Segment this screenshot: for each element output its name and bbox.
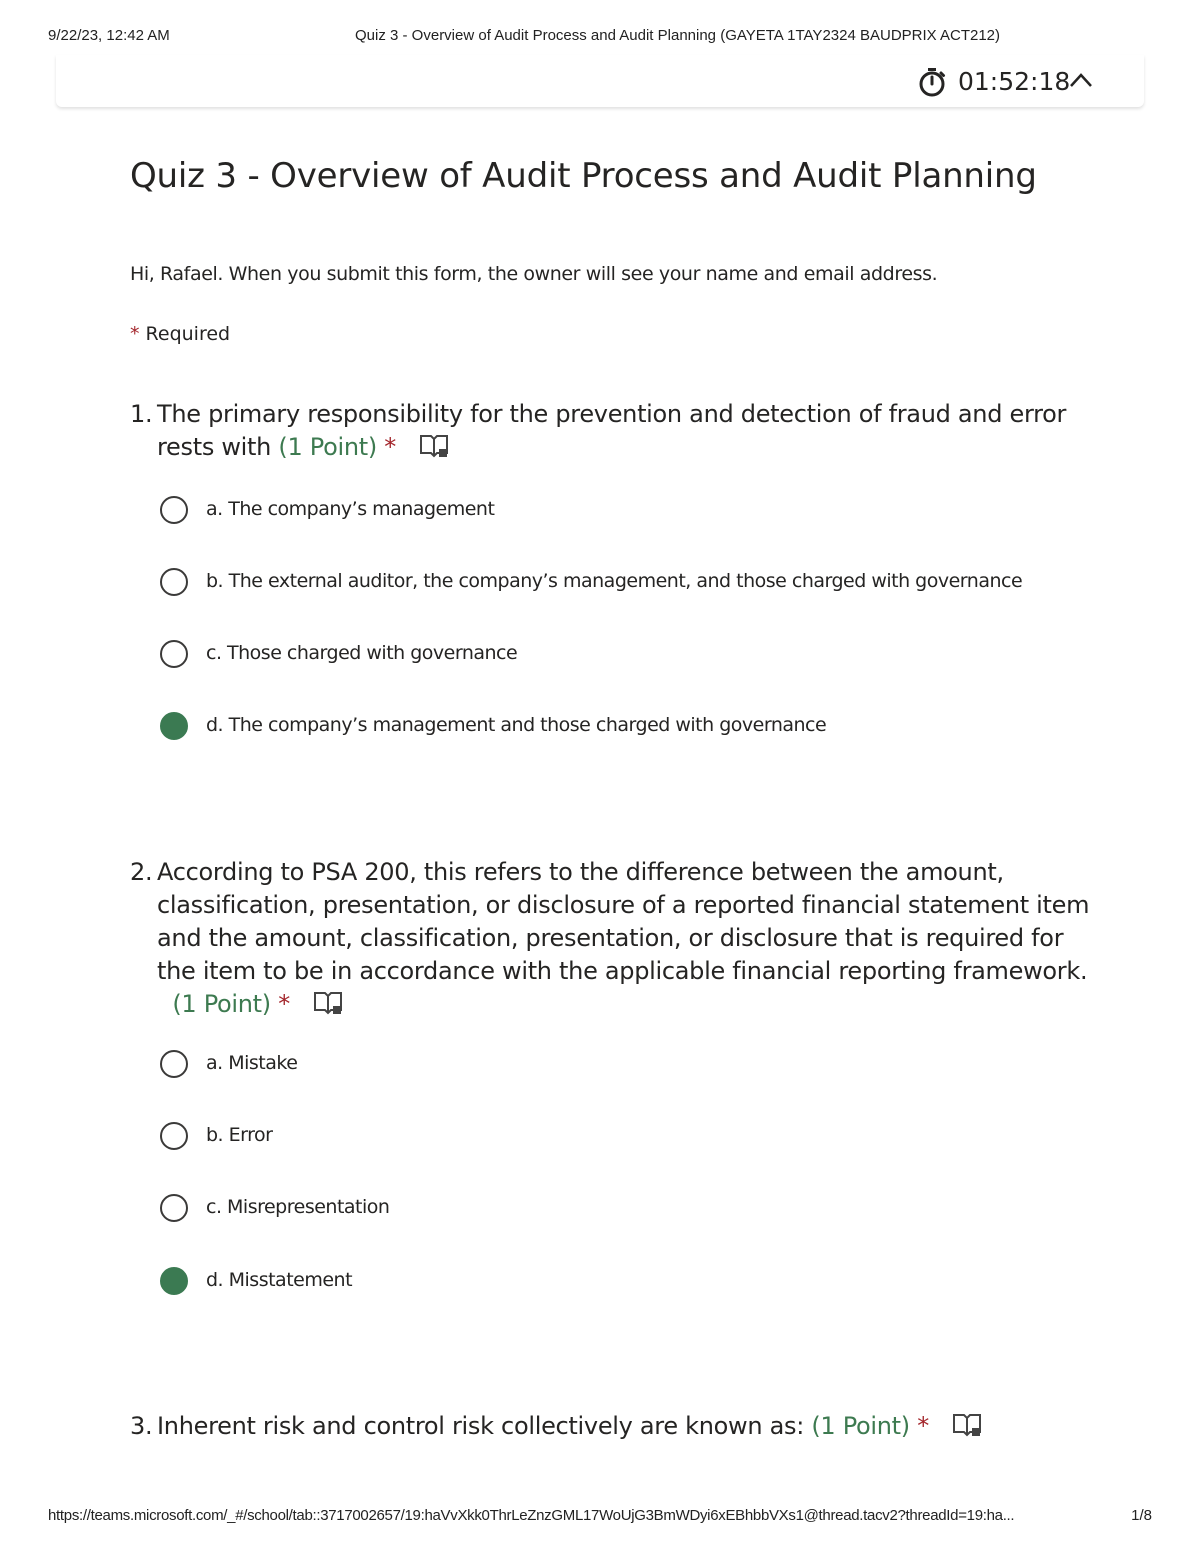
required-star: * xyxy=(384,433,396,461)
radio-button[interactable] xyxy=(160,568,188,596)
option-label: b. The external auditor, the company’s management, and those charged with governance xyxy=(206,570,1023,592)
question-prompt: Inherent risk and control risk collectively are known as: xyxy=(157,1412,804,1440)
chevron-up-icon[interactable] xyxy=(1068,69,1094,91)
option-label: b. Error xyxy=(206,1124,273,1146)
question-points: (1 Point) xyxy=(811,1412,910,1440)
question-3 xyxy=(130,1410,1090,1443)
timer-bar xyxy=(56,55,1144,107)
page-number: 1/8 xyxy=(1131,1507,1152,1524)
option-label: c. Misrepresentation xyxy=(206,1196,390,1218)
required-note xyxy=(130,323,230,345)
question-text xyxy=(130,398,1090,464)
question-text xyxy=(130,856,1090,1021)
immersive-reader-icon[interactable] xyxy=(313,990,343,1016)
required-star: * xyxy=(917,1412,929,1440)
radio-button[interactable] xyxy=(160,496,188,524)
stopwatch-icon xyxy=(918,67,946,97)
timer-value: 01:52:18 xyxy=(958,67,1071,96)
question-1 xyxy=(130,398,1090,464)
form-title: Quiz 3 - Overview of Audit Process and Audit Planning xyxy=(130,156,1037,196)
question-prompt: According to PSA 200, this refers to the difference between the amount, classification, presentation, or disclosure of a reported financial statement item and the amount, classification, presentation, or disclosure that is required for the item to be in accordance with the applicable financial reporting framework. xyxy=(157,858,1090,985)
option-label: d. Misstatement xyxy=(206,1269,353,1291)
option-label: a. The company’s management xyxy=(206,498,495,520)
required-star: * xyxy=(130,323,140,345)
radio-button[interactable] xyxy=(160,640,188,668)
greeting-text: Hi, Rafael. When you submit this form, the owner will see your name and email address. xyxy=(130,263,938,285)
question-number: 2. xyxy=(130,858,153,886)
question-points: (1 Point) xyxy=(172,990,271,1018)
print-page-title: Quiz 3 - Overview of Audit Process and Audit Planning (GAYETA 1TAY2324 BAUDPRIX ACT212) xyxy=(355,27,1001,44)
option-label: a. Mistake xyxy=(206,1052,298,1074)
radio-button[interactable] xyxy=(160,1050,188,1078)
question-points: (1 Point) xyxy=(278,433,377,461)
required-label: Required xyxy=(145,323,231,345)
print-date: 9/22/23, 12:42 AM xyxy=(48,27,170,44)
option-label: d. The company’s management and those charged with governance xyxy=(206,714,827,736)
immersive-reader-icon[interactable] xyxy=(952,1412,982,1438)
immersive-reader-icon[interactable] xyxy=(419,433,449,459)
option-label: c. Those charged with governance xyxy=(206,642,518,664)
print-header xyxy=(48,27,1152,47)
question-number: 1. xyxy=(130,400,153,428)
question-prompt: The primary responsibility for the prevention and detection of fraud and error rests with xyxy=(157,400,1067,461)
question-2 xyxy=(130,856,1090,1021)
question-number: 3. xyxy=(130,1412,153,1440)
radio-button[interactable] xyxy=(160,1194,188,1222)
print-url: https://teams.microsoft.com/_#/school/tab::3717002657/19:haVvXkk0ThrLeZnzGML17WoUjG3BmWDyi6xEBhbbVXs1@thread.tacv2?threadId=19:ha... xyxy=(48,1507,1015,1524)
radio-button[interactable] xyxy=(160,1122,188,1150)
radio-button-selected[interactable] xyxy=(160,1267,188,1295)
radio-button-selected[interactable] xyxy=(160,712,188,740)
question-text xyxy=(130,1410,1090,1443)
print-footer xyxy=(48,1507,1152,1527)
required-star: * xyxy=(278,990,290,1018)
